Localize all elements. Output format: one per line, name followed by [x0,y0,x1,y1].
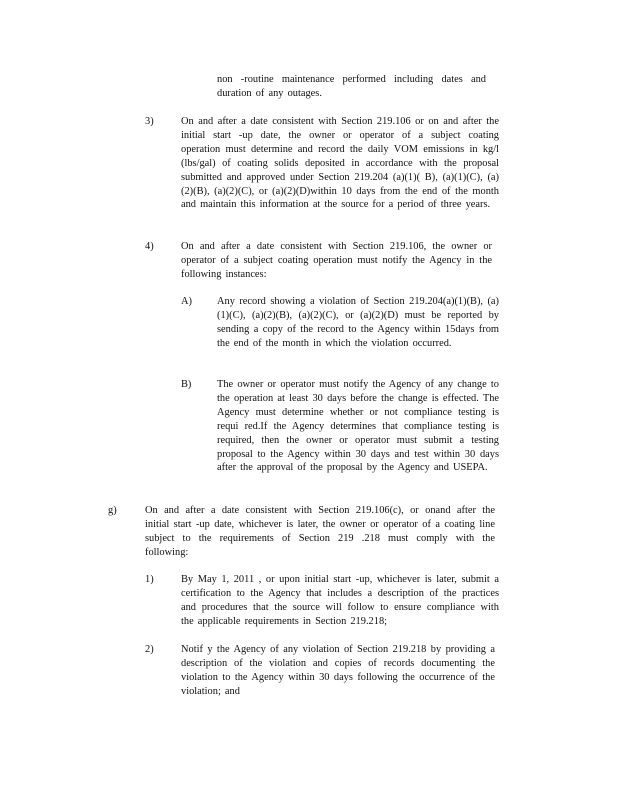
item-3-text: On and after a date consistent with Section 219.106 or on and after the initial start -up date, the owner or operator of a subject coating operation must determine and record the daily VOM emissions in kg/l (lbs/gal) of coating solids deposited in accordance with the proposal submitted and approved under Section 219.204 (a)(1)( B), (a)(1)(C), (a)(2)(B), (a)(2)(C), or (a)(2)(D)within 10 days from the end of the month and maintain this information at the source for a period of three years. [181,116,499,211]
item-b-label: B) [181,379,192,390]
item-a-label: A) [181,296,192,307]
item-g1-label: 1) [145,574,154,585]
item-g-text: On and after a date consistent with Section 219.106(c), or onand after the initial start -up date, whichever is later, the owner or operator of a coating line subject to the requirements of Section 219 .218 must comply with the following: [145,505,495,558]
item-g-label: g) [108,505,117,516]
item-a-text: Any record showing a violation of Section 219.204(a)(1)(B), (a)(1)(C), (a)(2)(B), (a)(2)(C), or (a)(2)(D) must be reported by sending a copy of the record to the Agency within 15days from the end of the month in which the violation occurred. [217,296,499,349]
item-4-label: 4) [145,241,154,252]
item-4-text: On and after a date consistent with Section 219.106, the owner or operator of a subject coating operation must notify the Agency in the following instances: [181,241,492,280]
item-g2-label: 2) [145,644,154,655]
item-b-text: The owner or operator must notify the Agency of any change to the operation at least 30 days before the change is effected. The Agency must determine whether or not compliance testing is requi red.If the Agency determines that compliance testing is required, then the owner or operator must submit a testing proposal to the Agency within 30 days and test within 30 days after the approval of the proposal by the Agency and USEPA. [217,379,499,474]
continuation-text: non -routine maintenance performed including dates and duration of any outages. [217,74,486,99]
item-3-label: 3) [145,116,154,127]
item-g2-text: Notif y the Agency of any violation of Section 219.218 by providing a description of the violation and copies of records documenting the violation to the Agency within 30 days following the occurrence of the violation; and [181,644,495,697]
item-g1-text: By May 1, 2011 , or upon initial start -up, whichever is later, submit a certification to the Agency that includes a description of the practices and procedures that the source will follow to ensure compliance with the applicable requirements in Section 219.218; [181,574,499,627]
